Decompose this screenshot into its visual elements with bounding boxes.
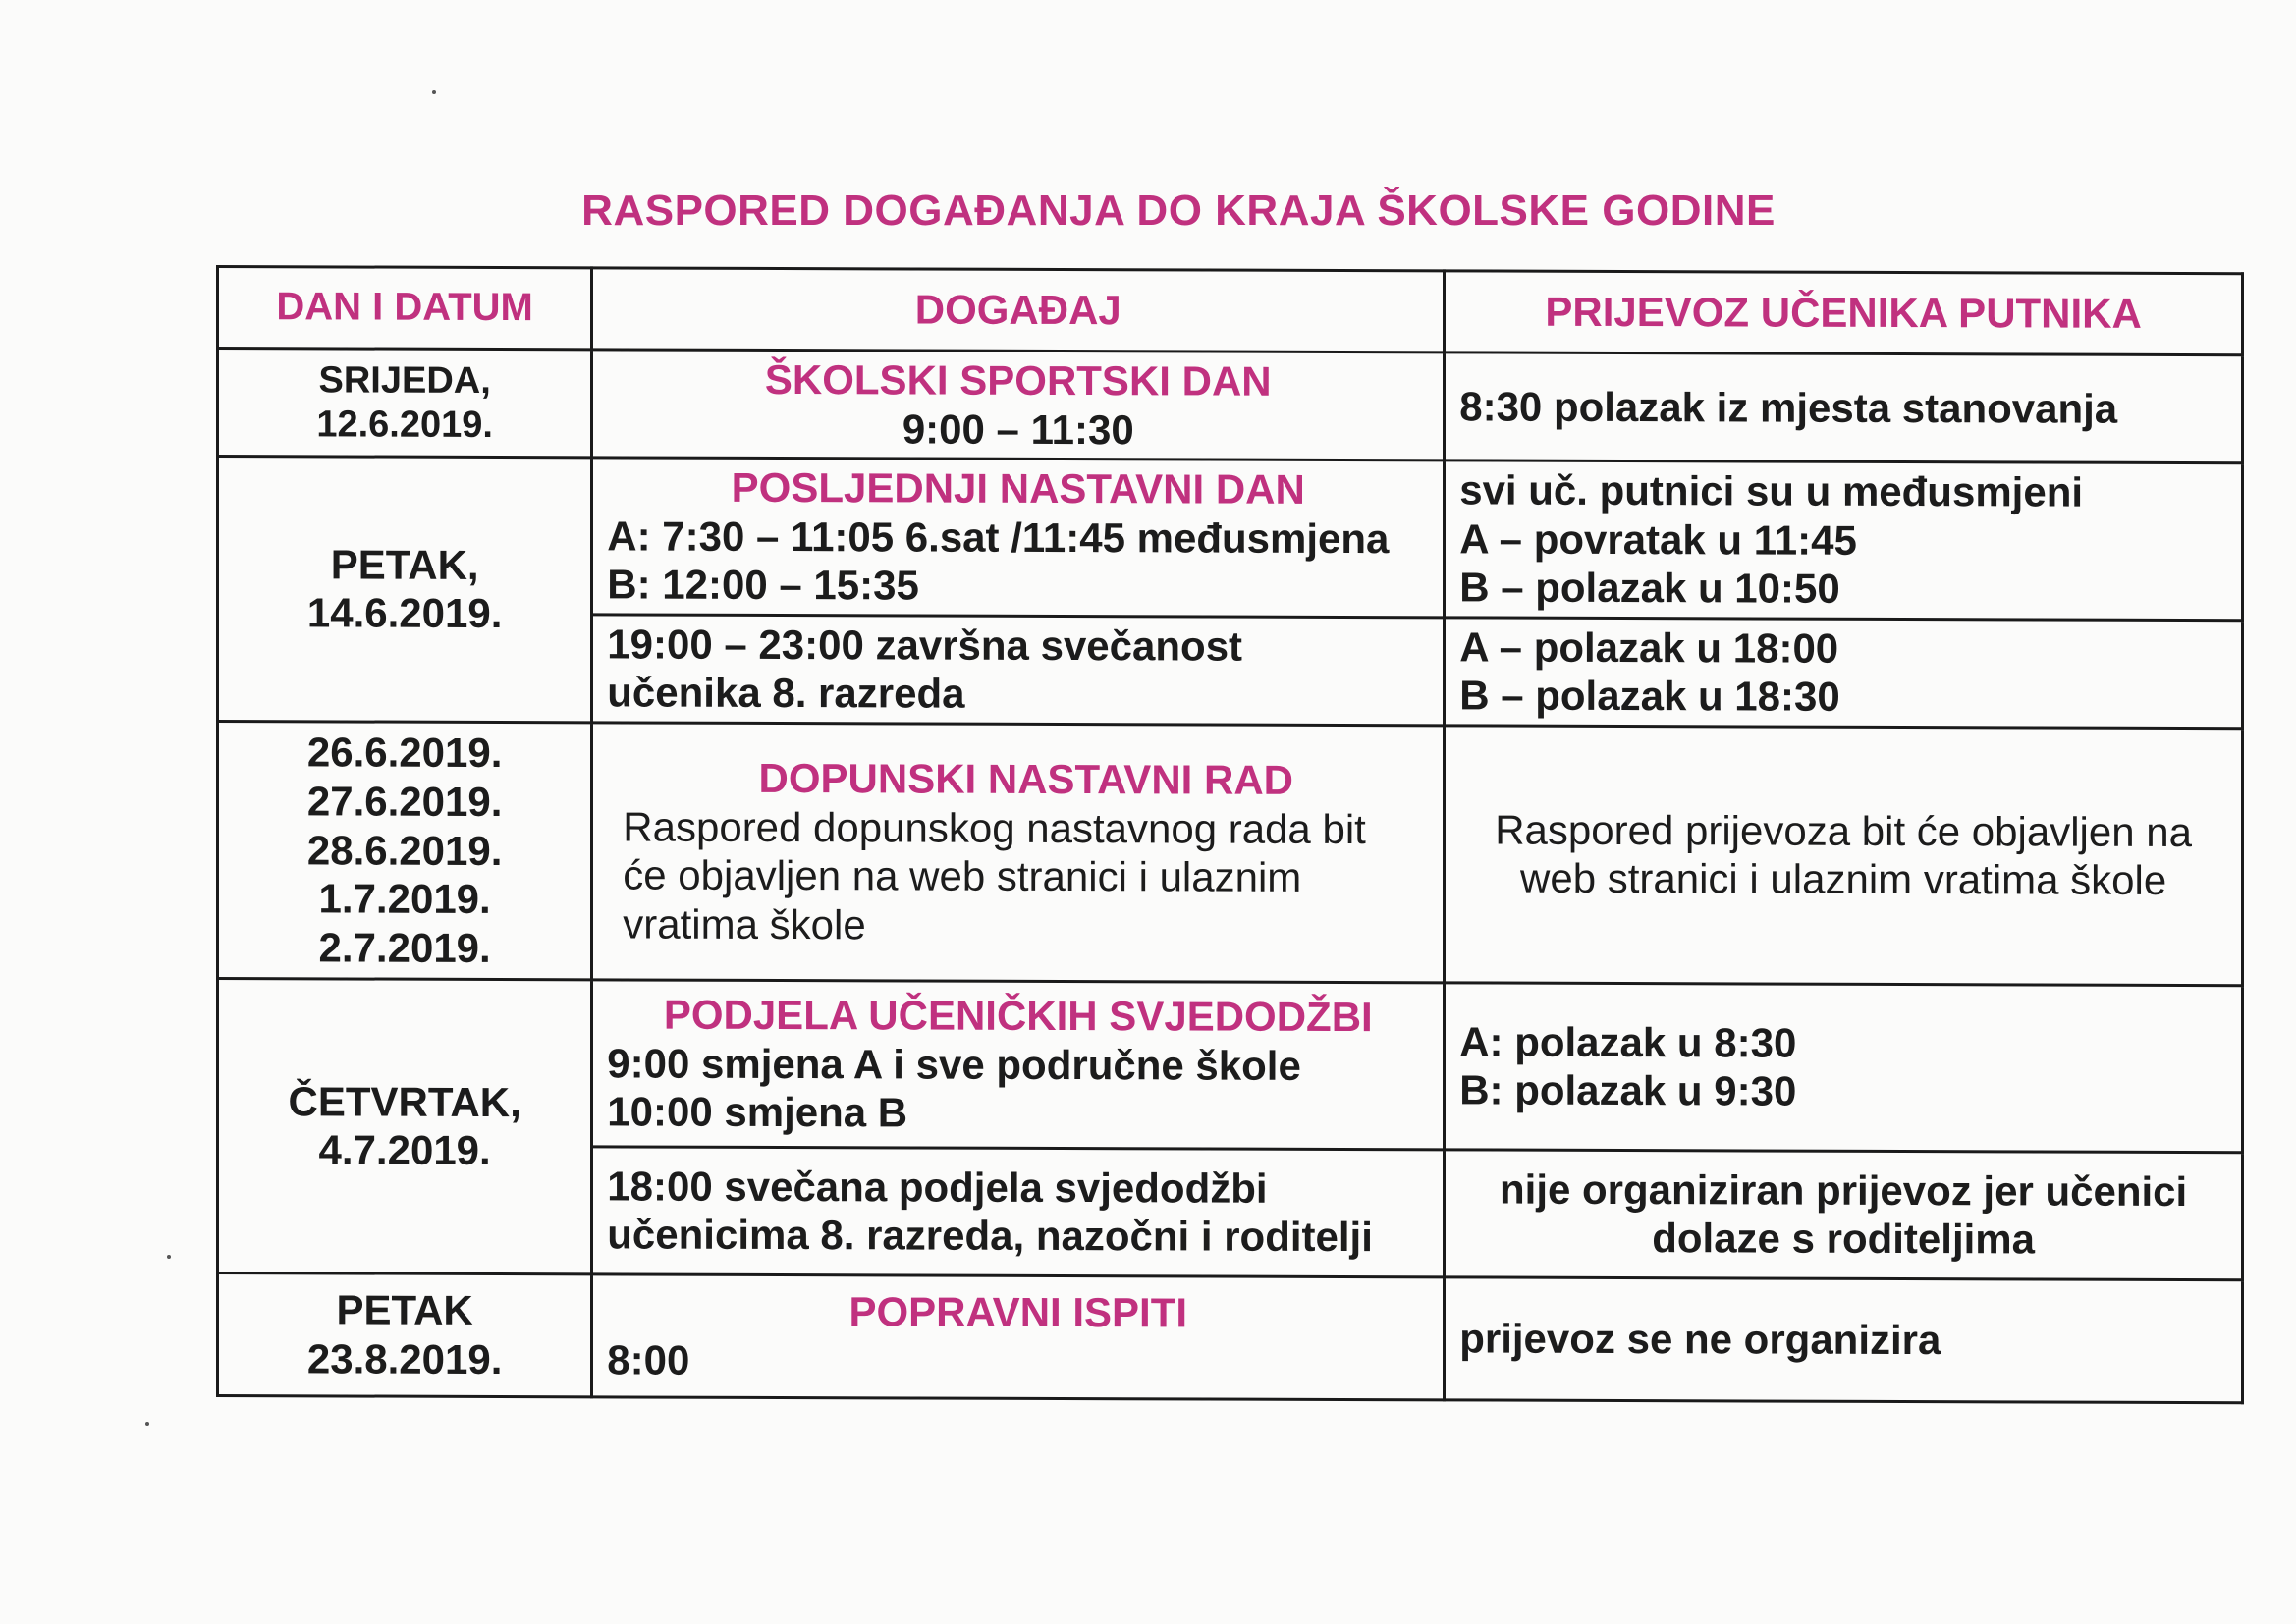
transport-line: B – polazak u 10:50 xyxy=(1459,564,1840,612)
event-line: 10:00 smjena B xyxy=(607,1088,908,1136)
transport-cell: prijevoz se ne organizira xyxy=(1445,1277,2243,1403)
transport-cell xyxy=(1445,618,2243,729)
date-cell: SRIJEDA, 12.6.2019. xyxy=(218,349,592,458)
transport-line: svi uč. putnici su u međusmjeni xyxy=(1459,466,2084,515)
event-time: 9:00 – 11:30 xyxy=(902,405,1134,453)
date-line: 27.6.2019. xyxy=(306,778,503,826)
event-cell xyxy=(592,723,1445,983)
header-event: DOGAĐAJ xyxy=(592,268,1445,352)
event-title: DOPUNSKI NASTAVNI RAD xyxy=(758,755,1293,804)
transport-line: Raspored prijevoza bit će objavljen na xyxy=(1495,806,2192,855)
table-row xyxy=(218,978,2243,1152)
transport-cell: 8:30 polazak iz mjesta stanovanja xyxy=(1445,352,2243,463)
table-row xyxy=(218,457,2243,621)
transport-line: dolaze s roditeljima xyxy=(1652,1215,2035,1263)
date-line: 23.8.2019. xyxy=(306,1335,503,1382)
event-cell xyxy=(592,350,1445,460)
event-cell xyxy=(592,1147,1445,1277)
event-title: ŠKOLSKI SPORTSKI DAN xyxy=(764,355,1272,405)
transport-cell xyxy=(1445,460,2243,620)
header-transport: PRIJEVOZ UČENIKA PUTNIKA xyxy=(1445,271,2243,355)
event-line: vratima škole xyxy=(623,900,866,948)
transport-line: A – povratak u 11:45 xyxy=(1459,515,1857,564)
transport-line: B – polazak u 18:30 xyxy=(1459,672,1840,721)
event-line: 18:00 svečana podjela svjedodžbi xyxy=(607,1163,1268,1212)
transport-line: web stranici i ulaznim vratima škole xyxy=(1520,854,2167,904)
header-date: DAN I DATUM xyxy=(218,267,592,350)
scan-speck xyxy=(145,1422,149,1426)
date-cell xyxy=(218,721,592,979)
event-line: 9:00 smjena A i sve područne škole xyxy=(607,1039,1301,1089)
event-cell xyxy=(592,1274,1445,1400)
date-cell xyxy=(218,1272,592,1396)
event-line: 8:00 xyxy=(607,1336,690,1383)
event-cell xyxy=(592,980,1445,1150)
schedule-table xyxy=(216,265,2244,1404)
event-line: Raspored dopunskog nastavnog rada bit xyxy=(623,803,1366,852)
date-line: 26.6.2019. xyxy=(306,729,503,777)
date-line: 1.7.2019. xyxy=(318,875,491,923)
scan-speck xyxy=(167,1255,171,1259)
date-line: ČETVRTAK, xyxy=(288,1078,521,1125)
table-row xyxy=(218,1272,2243,1402)
date-cell: PETAK, 14.6.2019. xyxy=(218,457,592,723)
date-line: PETAK xyxy=(336,1286,473,1334)
date-cell xyxy=(218,978,592,1273)
transport-cell xyxy=(1445,1150,2243,1280)
event-title: POSLJEDNJI NASTAVNI DAN xyxy=(731,463,1305,513)
date-line: 4.7.2019. xyxy=(318,1126,491,1174)
table-row xyxy=(218,349,2243,463)
date-line: 2.7.2019. xyxy=(318,924,491,971)
transport-line: nije organiziran prijevoz jer učenici xyxy=(1500,1165,2188,1215)
event-line: učenika 8. razreda xyxy=(607,669,965,717)
document-title: RASPORED DOGAĐANJA DO KRAJA ŠKOLSKE GODINE xyxy=(581,187,1776,235)
event-cell xyxy=(592,458,1445,618)
event-title: POPRAVNI ISPITI xyxy=(848,1288,1188,1336)
event-line: učenicima 8. razreda, nazočni i roditelji xyxy=(607,1211,1373,1261)
header-row xyxy=(218,267,2243,355)
event-title: PODJELA UČENIČKIH SVJEDODŽBI xyxy=(663,991,1373,1041)
scan-speck xyxy=(432,90,436,94)
transport-line: B: polazak u 9:30 xyxy=(1459,1066,1797,1114)
transport-line: A – polazak u 18:00 xyxy=(1459,623,1839,672)
event-line: A: 7:30 – 11:05 6.sat /11:45 međusmjena xyxy=(607,513,1390,562)
event-line: B: 12:00 – 15:35 xyxy=(607,561,919,609)
transport-line: A: polazak u 8:30 xyxy=(1459,1018,1797,1066)
event-cell xyxy=(592,615,1445,726)
table-row xyxy=(218,721,2243,985)
transport-cell xyxy=(1445,726,2243,986)
transport-cell xyxy=(1445,983,2243,1153)
date-line: 28.6.2019. xyxy=(306,826,503,874)
event-line: 19:00 – 23:00 završna svečanost xyxy=(607,621,1243,670)
event-line: će objavljen na web stranici i ulaznim xyxy=(623,851,1302,901)
